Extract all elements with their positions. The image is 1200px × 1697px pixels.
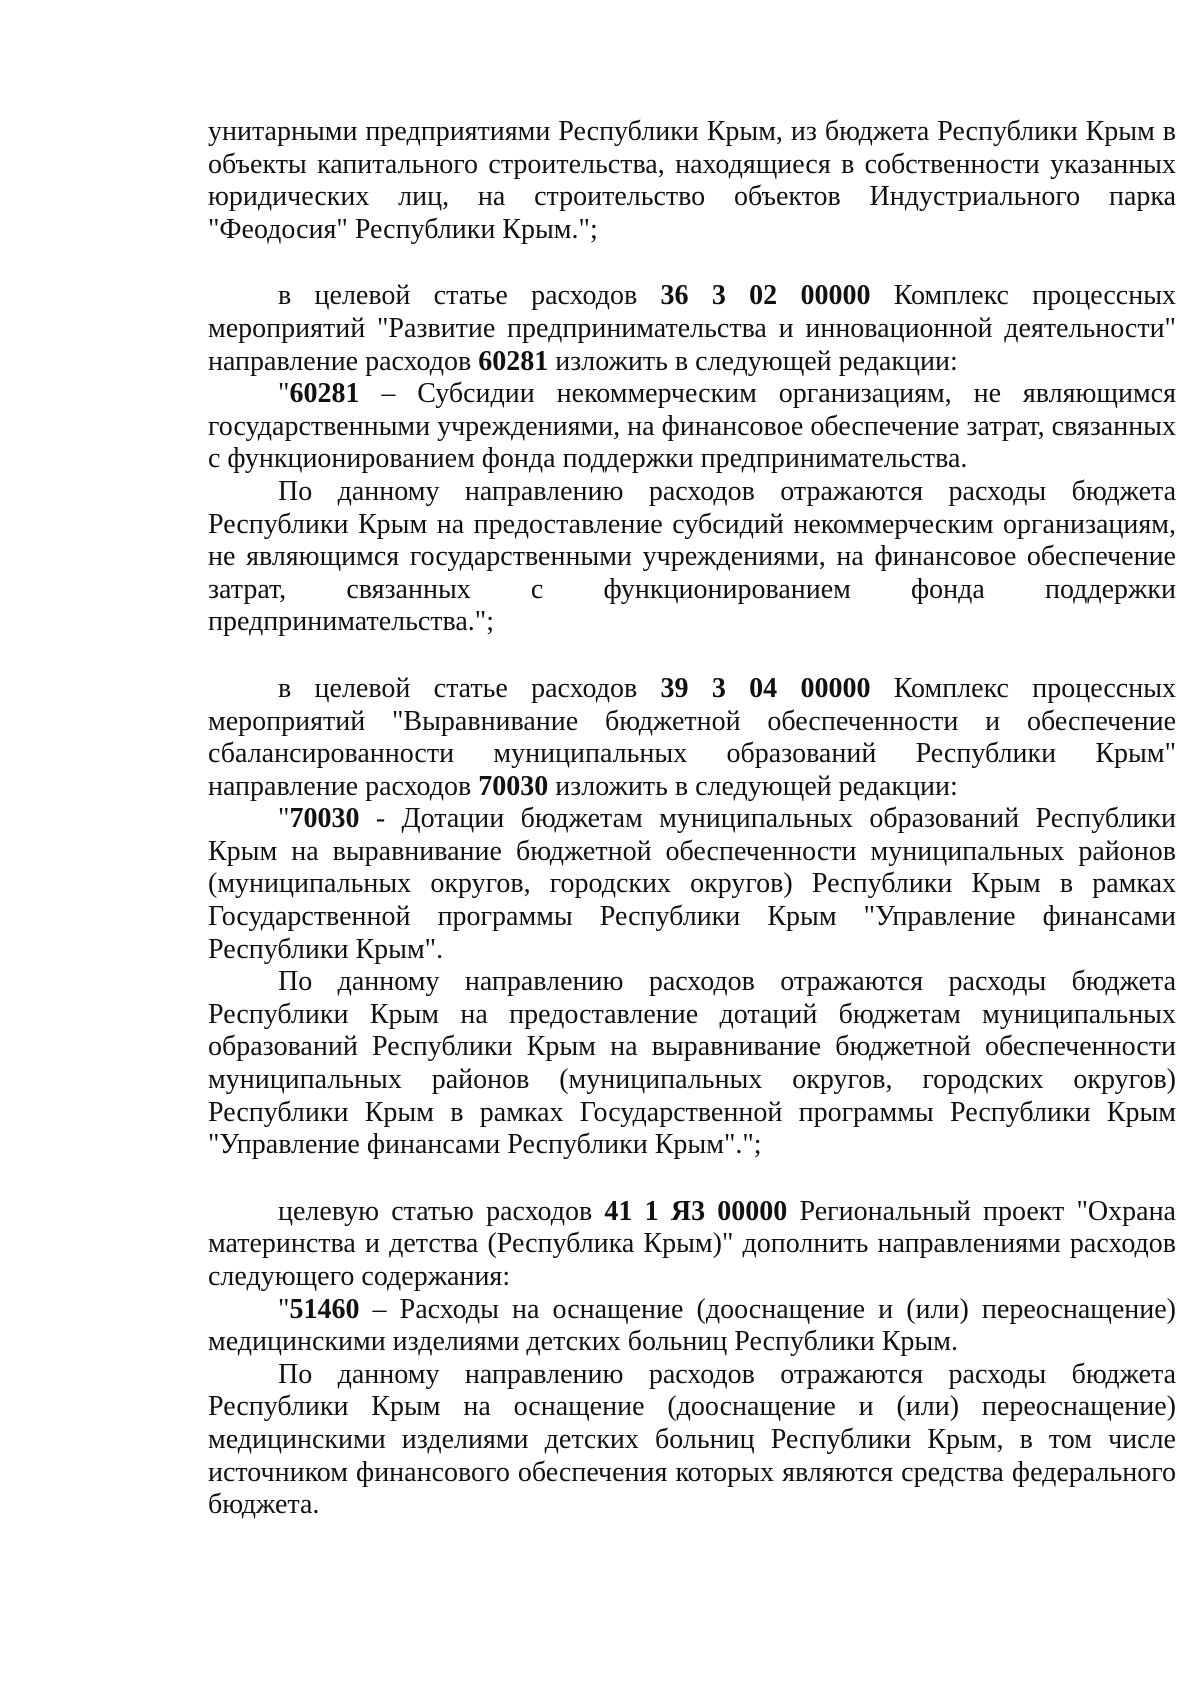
- text-span: Региональный проект "Охрана материнства и детства (Республика Крым)" дополнить направлениями расходов следующего содержания:: [208, 1195, 1176, 1292]
- paragraph-def-60281: [208, 378, 1176, 476]
- text-span: в целевой статье расходов: [278, 280, 661, 312]
- document-body: [208, 116, 1176, 1522]
- paragraph-desc-70030: [208, 966, 1176, 1162]
- text-span: изложить в следующей редакции:: [548, 770, 958, 802]
- text-span: ": [278, 1293, 290, 1325]
- text-span: Комплекс процессных мероприятий "Выравнивание бюджетной обеспеченности и обеспечение сбалансированности муниципальных образований Республики Крым" направление расходов: [208, 672, 1177, 802]
- paragraph-amend-39-3-04: [208, 673, 1176, 803]
- code-number: 60281: [478, 345, 549, 377]
- paragraph-gap: [208, 1162, 1176, 1196]
- code-number: 51460: [289, 1293, 360, 1325]
- paragraph-gap: [208, 246, 1176, 280]
- paragraph-def-51460: [208, 1294, 1176, 1359]
- text-span: - Дотации бюджетам муниципальных образований Республики Крым на выравнивание бюджетной обеспеченности муниципальных районов (муниципальных округов, городских округов) Республики Крым в рамках Государственной программы Республики Крым "Управление финансами Республики Крым".: [208, 803, 1176, 965]
- text-span: – Расходы на оснащение (дооснащение и (или) переоснащение) медицинскими изделиями детских больниц Республики Крым.: [208, 1293, 1176, 1358]
- text-span: По данному направлению расходов отражаются расходы бюджета Республики Крым на оснащение (дооснащение и (или) переоснащение) медицинскими изделиями детских больниц Республики Крым, в том числе источником финансового обеспечения которых являются средства федерального бюджета.: [208, 1358, 1176, 1521]
- code-number: 60281: [289, 378, 360, 410]
- text-span: унитарными предприятиями Республики Крым, из бюджета Республики Крым в объекты капитального строительства, находящиеся в собственности указанных юридических лиц, на строительство объектов Индустриального парка "Феодосия" Республики Крым.";: [208, 116, 1176, 245]
- text-span: целевую статью расходов: [278, 1195, 605, 1227]
- code-number: 70030: [289, 803, 360, 835]
- text-span: – Субсидии некоммерческим организациям, не являющимся государственными учреждениями, на финансовое обеспечение затрат, связанных с функционированием фонда поддержки предпринимательства.: [208, 378, 1176, 475]
- paragraph-desc-60281: [208, 476, 1176, 639]
- code-number: 41 1 Я3 00000: [604, 1195, 788, 1227]
- paragraph-desc-51460: [208, 1359, 1176, 1522]
- code-number: 36 3 02 00000: [660, 280, 871, 312]
- text-span: изложить в следующей редакции:: [548, 345, 958, 377]
- paragraph-gap: [208, 639, 1176, 673]
- text-span: в целевой статье расходов: [278, 672, 661, 704]
- paragraph-amend-41-1-ya3: [208, 1196, 1176, 1294]
- code-number: 70030: [478, 770, 549, 802]
- text-span: Комплекс процессных мероприятий "Развитие предпринимательства и инновационной деятельности" направление расходов: [208, 280, 1177, 377]
- code-number: 39 3 04 00000: [660, 672, 871, 704]
- paragraph-def-70030: [208, 803, 1176, 966]
- text-span: По данному направлению расходов отражаются расходы бюджета Республики Крым на предоставление дотаций бюджетам муниципальных образований Республики Крым на выравнивание бюджетной обеспеченности муниципальных районов (муниципальных округов, городских округов) Республики Крым в рамках Государственной программы Республики Крым "Управление финансами Республики Крым".";: [208, 966, 1176, 1161]
- text-span: ": [278, 378, 290, 410]
- text-span: По данному направлению расходов отражаются расходы бюджета Республики Крым на предоставление субсидий некоммерческим организациям, не являющимся государственными учреждениями, на финансовое обеспечение затрат, связанных с функционированием фонда поддержки предпринимательства.";: [208, 475, 1176, 638]
- text-span: ": [278, 803, 290, 835]
- paragraph-intro-continuation: [208, 116, 1176, 246]
- paragraph-amend-36-3-02: [208, 280, 1176, 378]
